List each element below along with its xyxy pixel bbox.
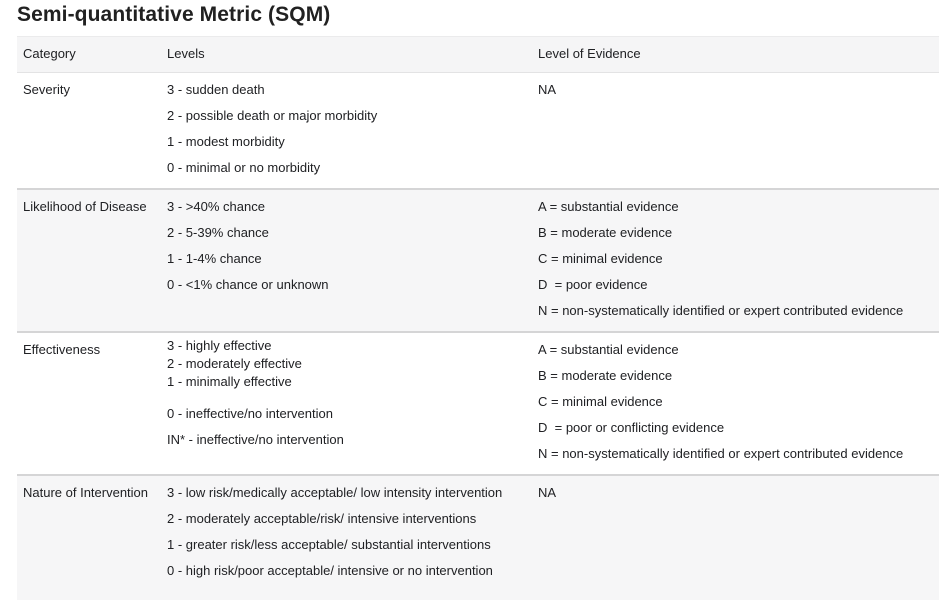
page-title: Semi-quantitative Metric (SQM)	[17, 3, 331, 26]
level-item: 1 - greater risk/less acceptable/ substantial interventions	[167, 537, 491, 552]
evidence-item: C = minimal evidence	[538, 251, 663, 266]
evidence-cell	[538, 476, 939, 600]
evidence-item: D = poor evidence	[538, 277, 648, 292]
evidence-cell	[538, 73, 939, 188]
level-item: 1 - modest morbidity	[167, 134, 285, 149]
evidence-item: N = non-systematically identified or expert contributed evidence	[538, 303, 904, 318]
category-cell	[17, 190, 167, 331]
column-header-evidence: Level of Evidence	[538, 45, 641, 61]
level-item: 1 - minimally effective	[167, 374, 292, 389]
sqm-table	[17, 36, 939, 600]
table-row	[17, 331, 939, 474]
evidence-cell	[538, 190, 939, 331]
level-item: 3 - highly effective	[167, 338, 272, 353]
level-item: 3 - sudden death	[167, 82, 265, 97]
levels-cell	[167, 73, 538, 188]
column-header-category: Category	[23, 45, 76, 61]
column-header-levels: Levels	[167, 45, 205, 61]
table-row	[17, 188, 939, 331]
level-item: 3 - low risk/medically acceptable/ low intensity intervention	[167, 485, 503, 500]
evidence-item: D = poor or conflicting evidence	[538, 420, 725, 435]
table-row	[17, 73, 939, 188]
table-header-row	[17, 36, 939, 73]
level-item: 0 - high risk/poor acceptable/ intensive or no intervention	[167, 563, 493, 578]
evidence-item: NA	[538, 82, 557, 97]
category-label: Effectiveness	[23, 342, 101, 357]
category-cell	[17, 333, 167, 474]
level-item: 3 - >40% chance	[167, 199, 265, 214]
level-item: 1 - 1-4% chance	[167, 251, 262, 266]
level-item: 2 - 5-39% chance	[167, 225, 269, 240]
evidence-item: B = moderate evidence	[538, 368, 673, 383]
levels-cell	[167, 190, 538, 331]
category-label: Nature of Intervention	[23, 485, 149, 500]
level-item: 2 - moderately acceptable/risk/ intensive interventions	[167, 511, 477, 526]
category-label: Likelihood of Disease	[23, 199, 147, 214]
evidence-item: A = substantial evidence	[538, 342, 679, 357]
table-row	[17, 474, 939, 600]
evidence-item: A = substantial evidence	[538, 199, 679, 214]
evidence-item: N = non-systematically identified or expert contributed evidence	[538, 446, 904, 461]
level-item: 0 - ineffective/no intervention	[167, 406, 333, 421]
evidence-item: C = minimal evidence	[538, 394, 663, 409]
evidence-item: B = moderate evidence	[538, 225, 673, 240]
level-item: 2 - possible death or major morbidity	[167, 108, 378, 123]
category-cell	[17, 73, 167, 188]
evidence-item: NA	[538, 485, 557, 500]
category-label: Severity	[23, 82, 70, 97]
level-item: 2 - moderately effective	[167, 356, 302, 371]
level-item: 0 - <1% chance or unknown	[167, 277, 329, 292]
levels-cell	[167, 476, 538, 600]
level-item: IN* - ineffective/no intervention	[167, 432, 344, 447]
table-body	[17, 73, 939, 600]
levels-cell	[167, 333, 538, 474]
category-cell	[17, 476, 167, 600]
level-item: 0 - minimal or no morbidity	[167, 160, 321, 175]
evidence-cell	[538, 333, 939, 474]
